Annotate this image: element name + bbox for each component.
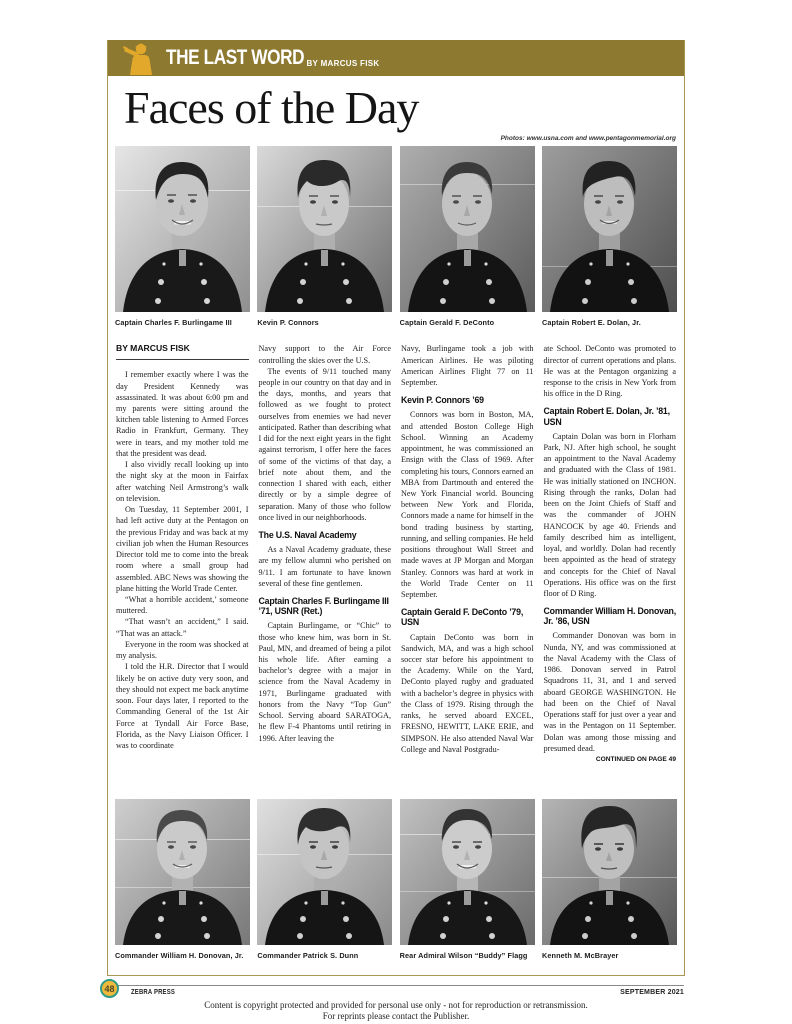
- photo-row-bottom: [108, 799, 684, 960]
- copyright-line-2: For reprints please contact the Publisher.: [322, 1011, 470, 1022]
- paragraph: Captain DeConto was born in Sandwich, MA, and was a high school soccer star before his appointment to the Academy. While on the Yard, DeConto played rugby and graduated with a bachelor’s degree in physics with the Class of 1979. Rising through the ranks, he served aboard EXCEL, FRESNO, HEWITT, LAKE ERIE, and SIMPSON. He also attended Naval War College and Naval Postgradu-: [401, 632, 534, 754]
- section-byline: BY MARCUS FISK: [306, 58, 380, 68]
- footer-rule: [108, 985, 684, 986]
- portrait-photo: [115, 799, 250, 945]
- page-title: Faces of the Day: [124, 82, 419, 133]
- subhead-connors: Kevin P. Connors ’69: [401, 395, 484, 406]
- portrait-flagg: [400, 799, 535, 960]
- portrait-photo: [257, 799, 392, 945]
- portrait-caption: Captain Robert E. Dolan, Jr.: [541, 318, 641, 328]
- portrait-photo: [400, 146, 535, 312]
- portrait-caption: Rear Admiral Wilson “Buddy” Flagg: [399, 951, 528, 961]
- portrait-caption: Kenneth M. McBrayer: [541, 951, 619, 961]
- portrait-photo-art: [400, 146, 535, 312]
- portrait-caption: Kevin P. Connors: [257, 318, 319, 328]
- portrait-connors: [257, 146, 392, 327]
- paragraph: I remember exactly where I was the day President Kennedy was assassinated. It was about 6:00 pm and my parents were sitting around the kitchen table listening to Armed Forces Radio in Frankfurt, Germany. They were in tears, and my mother told me that the president was dead.: [116, 370, 249, 458]
- saluting-sailor-icon: [116, 41, 162, 75]
- paragraph: On Tuesday, 11 September 2001, I had left active duty at the Pentagon on the previous Friday and was back at my civilian job when the Human Resources Director told me to come into the break room where a small group had assembled. ABC News was showing the plane hitting the World Trade Center.: [116, 505, 249, 593]
- portrait-photo-art: [257, 146, 392, 312]
- paragraph: Captain Dolan was born in Florham Park, NJ. After high school, he sought an appointment to the Naval Academy and graduated with the Class of 1981. He was initially stationed on INCHON. Rising through the ranks, Dolan had been on the Joint Chiefs of Staff and was the commander of JOHN HANCOCK by age 40. Friends and family described him as intelligent, loyal, and worldly. Dolan had recently been appointed as the head of strategy and concepts for the Chief of Naval Operations. His office was on the first floor of D Ring.: [543, 431, 676, 598]
- subhead-donovan: Commander William H. Donovan, Jr. ’86, USN: [543, 606, 676, 627]
- subhead-deconto: Captain Gerald F. DeConto ’79, USN: [401, 607, 524, 628]
- paragraph: As a Naval Academy graduate, these are my fellow alumni who perished on 9/11. I am fortunate to have known several of these fine gentlemen.: [258, 545, 391, 588]
- paragraph: Commander Donovan was born in Nunda, NY, and was commissioned at the Naval Academy with the Class of 1986. Donovan served in Patrol Squadrons 11, 31, and 1 and served aboard GEORGE WASHINGTON. He had been on the Chief of Naval Operations staff for just over a year and was in the Pentagon on 11 September. Dolan was among those missing and presumed dead.: [543, 631, 676, 753]
- portrait-photo-art: [542, 799, 677, 945]
- portrait-photo-art: [400, 799, 535, 945]
- paragraph: The events of 9/11 touched many people in our country on that day and in the days, months, and years that followed as we fought to protect ourselves from enemies we had never anticipated. Rather than describing what I did for the next eight years in the fight against terrorism, I offer here the faces of some of the victims of that day, a brief note about them, and the connection I shared with each, either directly or by a simple degree of separation. Many of those who follow once lived in our neighborhoods.: [258, 366, 391, 522]
- paragraph: Everyone in the room was shocked at my analysis.: [116, 639, 249, 661]
- article-column-4: [544, 343, 677, 795]
- content-frame: [107, 40, 685, 976]
- portrait-caption: Captain Charles F. Burlingame III: [115, 318, 232, 328]
- portrait-photo-art: [542, 146, 677, 312]
- portrait-photo-art: [115, 146, 250, 312]
- paragraph: I told the H.R. Director that I would likely be on active duty very soon, and they should not expect me back anytime soon. Four days later, I reported to the Commanding General of the 1st Air Force at Tyndall Air Force Base, Florida, as the Navy Liaison Officer. I was to coordinate: [116, 662, 249, 751]
- portrait-dunn: [257, 799, 392, 960]
- subhead-naval-academy: The U.S. Naval Academy: [258, 530, 357, 541]
- subhead-dolan: Captain Robert E. Dolan, Jr. ’81, USN: [543, 406, 670, 427]
- portrait-dolan: [542, 146, 677, 327]
- portrait-caption: Commander William H. Donovan, Jr.: [115, 951, 244, 961]
- page-number-badge: 48: [100, 979, 119, 998]
- section-banner: [108, 40, 684, 76]
- paragraph: ate School. DeConto was promoted to director of current operations and plans. He was at the Pentagon organizing a response to the crisis in New York from his office in the D Ring.: [543, 344, 676, 399]
- article-column-2: [259, 343, 392, 795]
- article-column-1: [116, 343, 249, 795]
- paragraph: Captain Burlingame, or “Chic” to those who knew him, was born in St. Paul, MN, and dreamed of being a pilot his whole life. After earning a bachelor’s degree with a major in science from the Naval Academy in 1971, Burlingame graduated with honors from the Navy “Top Gun” School. Serving aboard SARATOGA, he flew F-4 Phantoms until retiring in 1996. After leaving the: [258, 621, 391, 743]
- portrait-photo: [542, 799, 677, 945]
- portrait-burlingame: [115, 146, 250, 327]
- portrait-photo: [115, 146, 250, 312]
- portrait-donovan: [115, 799, 250, 960]
- portrait-caption: Captain Gerald F. DeConto: [399, 318, 495, 328]
- portrait-caption: Commander Patrick S. Dunn: [257, 951, 359, 961]
- copyright-line-1: Content is copyright protected and provided for personal use only - not for reproduction or retransmission.: [204, 1000, 588, 1010]
- subhead-burlingame: Captain Charles F. Burlingame III ’71, USNR (Ret.): [258, 596, 389, 617]
- paragraph: “What a horrible accident,’ someone muttered.: [116, 594, 249, 616]
- photo-row-top: [108, 146, 684, 327]
- paragraph: Navy support to the Air Force controlling the skies over the U.S.: [258, 344, 391, 365]
- article-byline: BY MARCUS FISK: [116, 343, 249, 360]
- portrait-photo: [257, 146, 392, 312]
- article-body: [108, 343, 684, 795]
- portrait-photo: [542, 146, 677, 312]
- portrait-photo: [400, 799, 535, 945]
- paragraph: Connors was born in Boston, MA, and attended Boston College High School. Winning an Academy appointment, he was commissioned an Ensign with the Class of 1969. After completing his tours, Connors earned an MBA from Dartmouth and entered the New York Financial world. Bouncing between New York and Florida, Connors made a name for himself in the bond trading business by starting, running, and selling companies. He held positions throughout Wall Street and made waves at JP Morgan and Morgan Stanley. Connors was hard at work in the World Trade Center on 11 September.: [401, 410, 534, 600]
- paragraph: Navy, Burlingame took a job with American Airlines. He was piloting American Airlines Flight 77 on 11 September.: [401, 344, 534, 387]
- publication-name: ZEBRA PRESS: [131, 989, 175, 996]
- paragraph: “That wasn’t an accident,” I said. “That was an attack.”: [116, 617, 249, 638]
- issue-date: SEPTEMBER 2021: [620, 989, 684, 996]
- copyright-notice: [0, 1000, 792, 1023]
- portrait-deconto: [400, 146, 535, 327]
- portrait-photo-art: [115, 799, 250, 945]
- article-column-3: [401, 343, 534, 795]
- portrait-mcbrayer: [542, 799, 677, 960]
- continued-on-page-note: CONTINUED ON PAGE 49: [595, 756, 676, 763]
- section-title: THE LAST WORD: [166, 46, 305, 69]
- portrait-photo-art: [257, 799, 392, 945]
- paragraph: I also vividly recall looking up into the night sky at the moon in Fairfax after watching Neil Armstrong’s walk on television.: [116, 460, 249, 503]
- photo-credit: Photos: www.usna.com and www.pentagonmemorial.org: [500, 135, 676, 143]
